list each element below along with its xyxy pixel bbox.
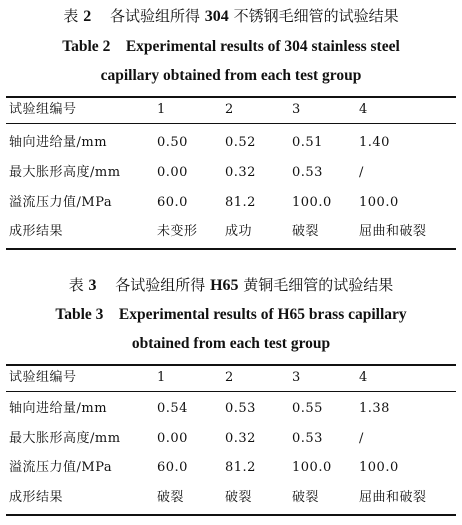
table-cell: 0.54 <box>157 401 188 416</box>
table-cell: 0.50 <box>157 135 188 150</box>
table-cell: 0.53 <box>292 165 323 180</box>
row-label: 轴向进给量/mm <box>9 135 108 150</box>
header-group-4: 4 <box>359 102 368 117</box>
table-3-caption-en-line1: Table 3 Experimental results of H65 brass capillary <box>55 306 407 323</box>
table-2-caption-en-line2: capillary obtained from each test group <box>100 67 362 84</box>
table-cell: 1.38 <box>359 401 390 416</box>
table-2-top-rule <box>6 96 456 98</box>
table-cell: / <box>359 431 364 446</box>
header-group-1: 1 <box>157 102 166 117</box>
table-cell: 60.0 <box>157 460 188 475</box>
table-cell: 0.53 <box>292 431 323 446</box>
table-2-bottom-rule <box>6 248 456 250</box>
table-3-caption-cn <box>0 275 462 296</box>
row-label: 最大胀形高度/mm <box>9 431 121 446</box>
row-label: 溢流压力值/MPa <box>9 195 113 210</box>
table-cell: 0.55 <box>292 401 323 416</box>
table-2-caption-en-line1: Table 2 Experimental results of 304 stainless steel <box>62 38 400 55</box>
table-cell: 屈曲和破裂 <box>359 490 427 505</box>
table-cell: 100.0 <box>359 460 399 475</box>
table-cell: 成功 <box>225 224 253 239</box>
caption-text-a: 各试验组所得 <box>115 276 206 294</box>
table-3-bottom-rule <box>6 514 456 516</box>
caption-bold: H65 <box>210 277 239 294</box>
table-cell: 81.2 <box>225 195 256 210</box>
caption-prefix: 表 <box>68 276 84 294</box>
table-cell: 破裂 <box>157 490 185 505</box>
row-label: 最大胀形高度/mm <box>9 165 121 180</box>
header-group-2: 2 <box>225 102 234 117</box>
table-cell: 100.0 <box>292 460 332 475</box>
table-cell: 屈曲和破裂 <box>359 224 427 239</box>
caption-text-b: 黄铜毛细管的试验结果 <box>243 276 394 294</box>
table-cell: 破裂 <box>292 490 320 505</box>
table-cell: 0.51 <box>292 135 323 150</box>
table-3-caption-en-line2: obtained from each test group <box>131 335 331 352</box>
table-cell: 0.52 <box>225 135 256 150</box>
table-cell: 0.00 <box>157 165 188 180</box>
table-cell: / <box>359 165 364 180</box>
table-cell: 0.32 <box>225 431 256 446</box>
row-label: 溢流压力值/MPa <box>9 460 113 475</box>
header-group-2: 2 <box>225 370 234 385</box>
table-cell: 破裂 <box>225 490 253 505</box>
table-cell: 未变形 <box>157 224 198 239</box>
table-cell: 60.0 <box>157 195 188 210</box>
caption-prefix: 表 <box>63 7 79 25</box>
table-cell: 0.00 <box>157 431 188 446</box>
header-label: 试验组编号 <box>9 370 77 385</box>
table-cell: 0.53 <box>225 401 256 416</box>
table-3-header-rule <box>6 391 456 392</box>
caption-number: 2 <box>83 8 92 25</box>
table-cell: 1.40 <box>359 135 390 150</box>
table-cell: 0.32 <box>225 165 256 180</box>
header-group-4: 4 <box>359 370 368 385</box>
row-label: 成形结果 <box>9 224 64 239</box>
table-cell: 100.0 <box>359 195 399 210</box>
table-cell: 100.0 <box>292 195 332 210</box>
header-group-1: 1 <box>157 370 166 385</box>
row-label: 轴向进给量/mm <box>9 401 108 416</box>
caption-bold: 304 <box>204 8 229 25</box>
caption-text-a: 各试验组所得 <box>109 7 200 25</box>
header-label: 试验组编号 <box>9 102 77 117</box>
table-2-header-rule <box>6 123 456 124</box>
table-cell: 81.2 <box>225 460 256 475</box>
row-label: 成形结果 <box>9 490 64 505</box>
table-2-caption-cn <box>0 6 462 27</box>
table-3-top-rule <box>6 364 456 366</box>
caption-number: 3 <box>88 277 97 294</box>
header-group-3: 3 <box>292 102 301 117</box>
header-group-3: 3 <box>292 370 301 385</box>
caption-text-b: 不锈钢毛细管的试验结果 <box>233 7 399 25</box>
table-cell: 破裂 <box>292 224 320 239</box>
